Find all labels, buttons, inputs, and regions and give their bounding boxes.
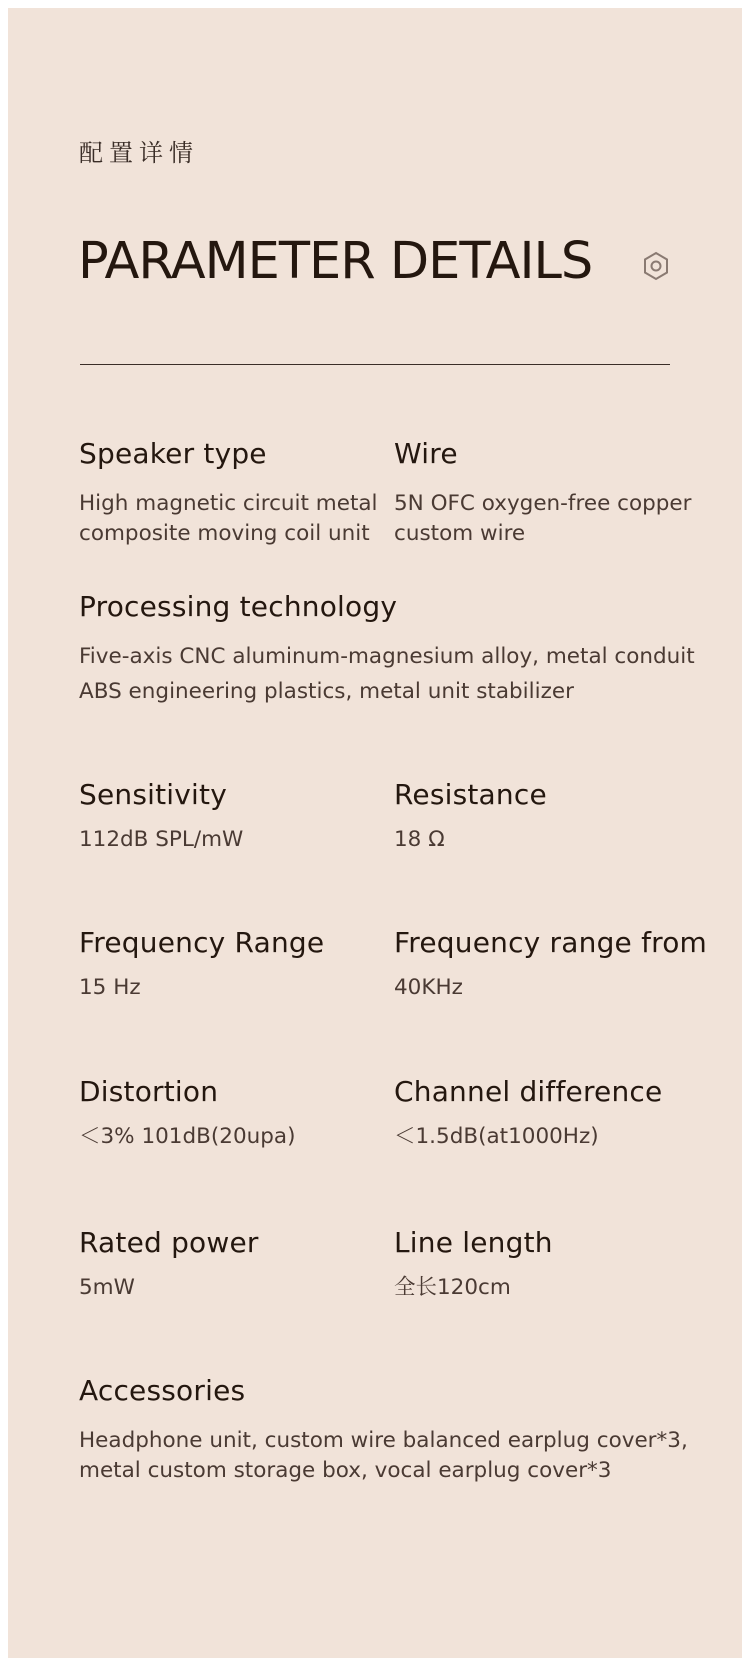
speaker-type-value-line2: composite moving coil unit — [79, 521, 370, 546]
speaker-type-value-line1: High magnetic circuit metal — [79, 491, 378, 516]
frequency-range-value: 15 Hz — [79, 975, 141, 1000]
page-title: PARAMETER DETAILS — [78, 232, 593, 291]
accessories-value-line1: Headphone unit, custom wire balanced earplug cover*3, — [79, 1428, 688, 1453]
rated-power-value: 5mW — [79, 1275, 135, 1300]
distortion-value: ＜3% 101dB(20upa) — [79, 1124, 296, 1149]
frequency-range-from-label: Frequency range from — [394, 926, 708, 959]
sensitivity-value: 112dB SPL/mW — [79, 827, 244, 852]
accessories-value-line2: metal custom storage box, vocal earplug cover*3 — [79, 1458, 612, 1483]
hexagon-nut-icon — [640, 250, 672, 282]
speaker-type-label: Speaker type — [79, 437, 267, 470]
title-divider — [80, 364, 670, 365]
frequency-range-from-value: 40KHz — [394, 975, 463, 1000]
sensitivity-label: Sensitivity — [79, 778, 227, 811]
channel-difference-value: ＜1.5dB(at1000Hz) — [394, 1124, 599, 1149]
channel-difference-label: Channel difference — [394, 1075, 663, 1108]
resistance-label: Resistance — [394, 778, 547, 811]
wire-value-line2: custom wire — [394, 521, 526, 546]
accessories-label: Accessories — [79, 1374, 246, 1407]
line-length-value: 全长120cm — [394, 1275, 511, 1300]
wire-label: Wire — [394, 437, 458, 470]
frequency-range-label: Frequency Range — [79, 926, 325, 959]
processing-technology-value-line2: ABS engineering plastics, metal unit stabilizer — [79, 679, 574, 704]
resistance-value: 18 Ω — [394, 827, 445, 852]
section-subtitle: 配置详情 — [79, 139, 199, 167]
processing-technology-label: Processing technology — [79, 590, 398, 623]
wire-value-line1: 5N OFC oxygen-free copper — [394, 491, 692, 516]
line-length-label: Line length — [394, 1226, 553, 1259]
distortion-label: Distortion — [79, 1075, 219, 1108]
rated-power-label: Rated power — [79, 1226, 259, 1259]
processing-technology-value-line1: Five-axis CNC aluminum-magnesium alloy, metal conduit — [79, 644, 695, 669]
